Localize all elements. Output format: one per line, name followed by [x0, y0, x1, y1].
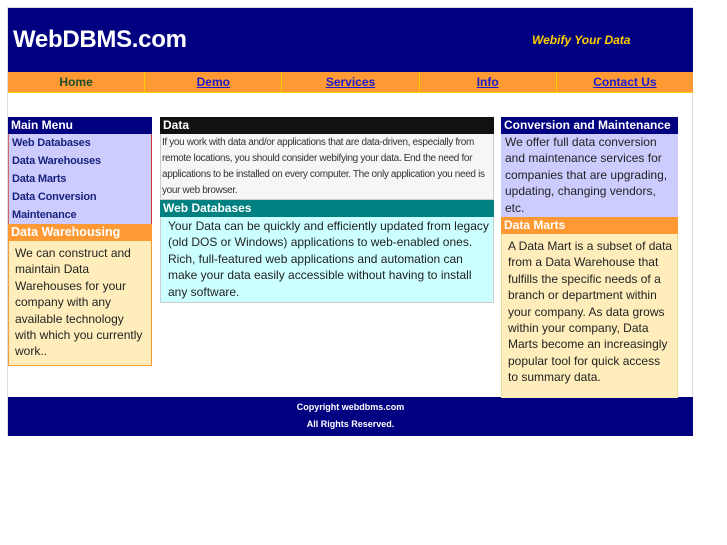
menu-item-data-warehouses[interactable]: Data Warehouses	[12, 155, 101, 167]
nav-home[interactable]: Home	[8, 72, 145, 92]
right-column	[501, 117, 678, 398]
top-nav	[8, 72, 693, 93]
main-menu-title: Main Menu	[8, 117, 152, 134]
site-header	[8, 8, 693, 72]
data-text: If you work with data and/or applications that are data-driven, especially from remote locations, you should consider webifying your data. End the need for applications to be installed on every computer. The only application you need is your web browser.	[160, 134, 494, 200]
site-title[interactable]: WebDBMS.com	[13, 26, 187, 53]
nav-contact-us[interactable]: Contact Us	[593, 75, 657, 89]
nav-demo[interactable]: Demo	[145, 72, 282, 92]
menu-item-data-marts[interactable]: Data Marts	[12, 173, 67, 185]
web-databases-text: Your Data can be quickly and efficiently updated from legacy (old DOS or Windows) applications to web-enabled ones. Rich, full-featured web applications and automation can make your data easily accessible without having to install any software.	[160, 217, 494, 303]
nav-info[interactable]: Info	[420, 72, 557, 92]
conversion-text: We offer full data conversion and maintenance services for companies that are upgrading, updating, changing vendors, etc.	[501, 134, 678, 217]
site-footer	[8, 397, 693, 436]
main-menu	[8, 134, 152, 224]
center-column	[160, 117, 494, 303]
rights-text: All Rights Reserved.	[306, 419, 395, 429]
menu-item-data-conversion[interactable]: Data Conversion	[12, 191, 97, 203]
data-marts-title: Data Marts	[501, 217, 678, 234]
tagline: Webify Your Data	[532, 33, 631, 47]
menu-item-maintenance[interactable]: Maintenance	[12, 209, 77, 221]
conversion-title: Conversion and Maintenance	[501, 117, 678, 134]
web-databases-title: Web Databases	[160, 200, 494, 217]
data-warehousing-text: We can construct and maintain Data Warehouses for your company with any available technology with which you currently work..	[8, 241, 152, 366]
data-marts-text: A Data Mart is a subset of data from a Data Warehouse that fulfills the specific needs of a branch or department within your company. As data grows within your company, Data Marts become an increasingly popular tool for quick access to summary data.	[501, 234, 678, 398]
data-title: Data	[160, 117, 494, 134]
left-column	[8, 117, 152, 366]
menu-item-web-databases[interactable]: Web Databases	[12, 137, 91, 149]
data-warehousing-title: Data Warehousing	[8, 224, 152, 241]
nav-services[interactable]: Services	[282, 72, 419, 92]
copyright-text: Copyright webdbms.com	[296, 402, 405, 412]
